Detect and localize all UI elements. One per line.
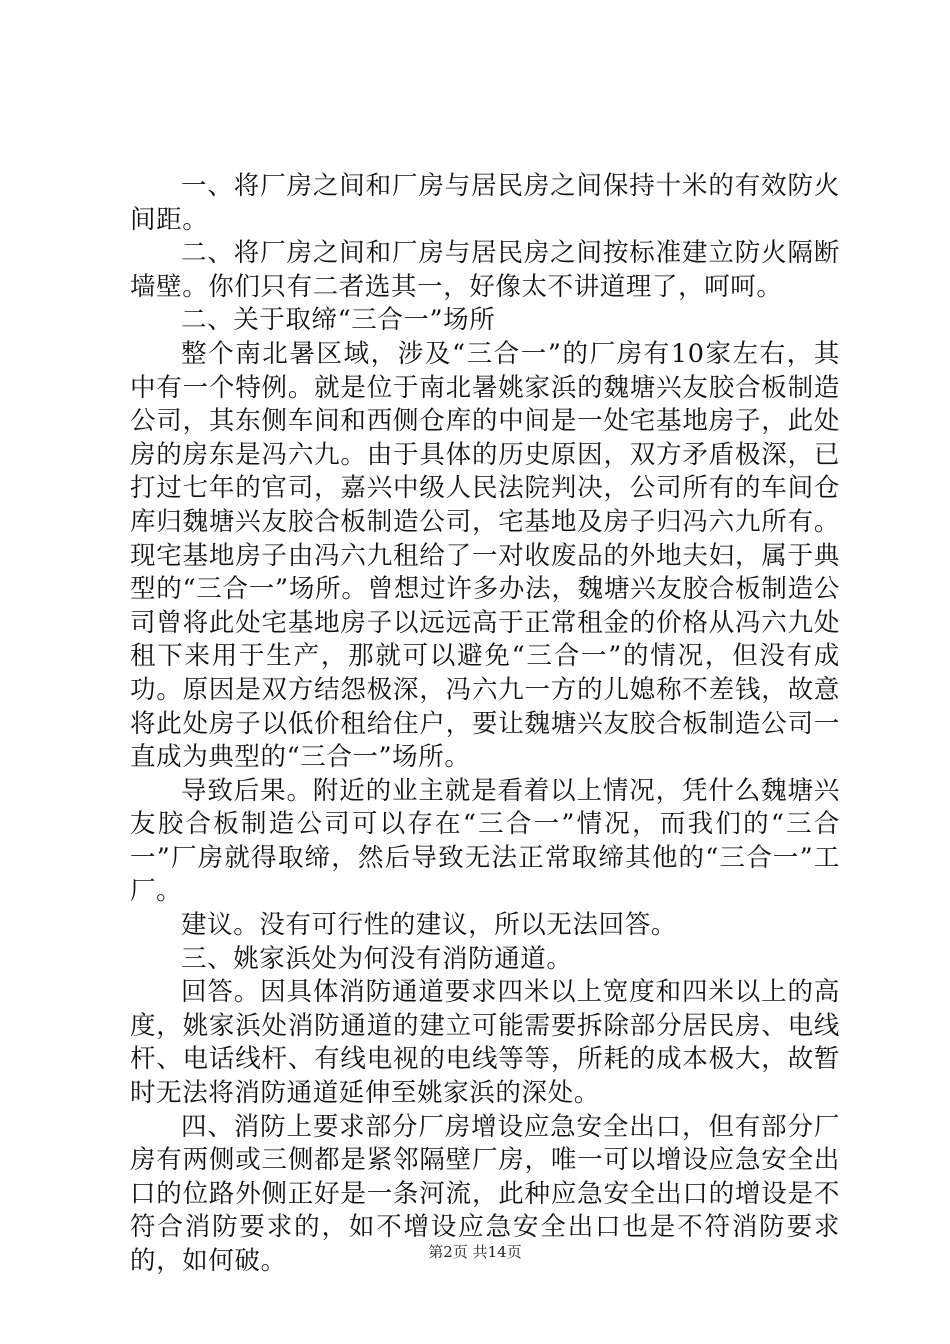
section-heading-three-in-one: 二、关于取缔“三合一”场所 (181, 305, 496, 336)
paragraph-answer: 回答。因具体消防通道要求四米以上宽度和四米以上的高度，姚家浜处消防通道的建立可能需要拆除部分居民房、电线杆、电话线杆、有线电视的电线等等，所耗的成本极大，故暂时无法将消防通道延伸至姚家浜的深处。 (130, 977, 840, 1109)
paragraph-suggestion: 建议。没有可行性的建议，所以无法回答。 (181, 910, 677, 941)
page-number-footer: 第2页 共14页 (428, 1243, 522, 1261)
paragraph-firewall: 二、将厂房之间和厂房与居民房之间按标准建立防火隔断墙壁。你们只有二者选其一，好像太不讲道理了，呵呵。 (130, 238, 840, 302)
paragraph-emergency-exit: 四、消防上要求部分厂房增设应急安全出口，但有部分厂房有两侧或三侧都是紧邻隔壁厂房，唯一可以增设应急安全出口的位路外侧正好是一条河流，此种应急安全出口的增设是不符合消防要求的，如不增设应急安全出口也是不符消防要求的，如何破。 (130, 1111, 840, 1276)
section-heading-fire-lane: 三、姚家浜处为何没有消防通道。 (181, 943, 573, 974)
paragraph-consequence: 导致后果。附近的业主就是看着以上情况，凭什么魏塘兴友胶合板制造公司可以存在“三合一”情况，而我们的“三合一”厂房就得取缔，然后导致无法正常取缔其他的“三合一”工厂。 (130, 775, 840, 907)
paragraph-fire-distance: 一、将厂房之间和厂房与居民房之间保持十米的有效防火间距。 (130, 171, 840, 235)
document-body (130, 170, 840, 1279)
paragraph-special-case: 整个南北暑区域，涉及“三合一”的厂房有10家左右，其中有一个特例。就是位于南北暑姚家浜的魏塘兴友胶合板制造公司，其东侧车间和西侧仓库的中间是一处宅基地房子，此处房的房东是冯六九。由于具体的历史原因，双方矛盾极深，已打过七年的官司，嘉兴中级人民法院判决，公司所有的车间仓库归魏塘兴友胶合板制造公司，宅基地及房子归冯六九所有。现宅基地房子由冯六九租给了一对收废品的外地夫妇，属于典型的“三合一”场所。曾想过许多办法，魏塘兴友胶合板制造公司曾将此处宅基地房子以远远高于正常租金的价格从冯六九处租下来用于生产，那就可以避免“三合一”的情况，但没有成功。原因是双方结怨极深，冯六九一方的儿媳称不差钱，故意将此处房子以低价租给住户，要让魏塘兴友胶合板制造公司一直成为典型的“三合一”场所。 (130, 338, 840, 773)
